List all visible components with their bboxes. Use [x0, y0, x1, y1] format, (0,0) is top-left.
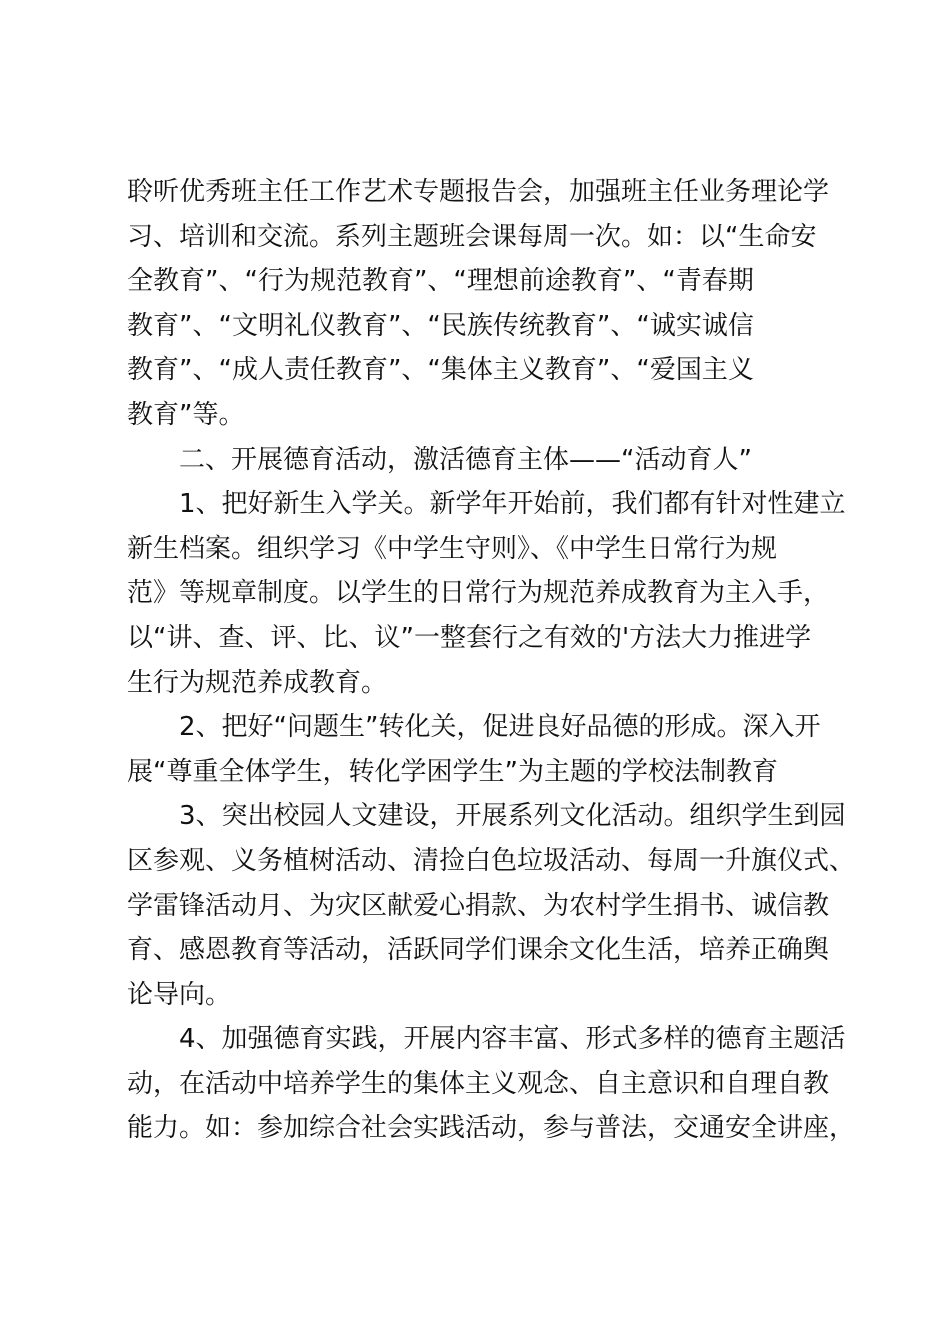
body-text: [127, 170, 856, 1151]
paragraph-first-line: 3、突出校园人文建设，开展系列文化活动。组织学生到园: [179, 801, 846, 832]
text-line: 动，在活动中培养学生的集体主义观念、自主意识和自理自教: [127, 1068, 830, 1099]
text-line: 学雷锋活动月、为灾区献爱心捐款、为农村学生捐书、诚信教: [127, 890, 830, 921]
text-line: 教育”、“成人责任教育”、“集体主义教育”、“爱国主义: [127, 355, 754, 386]
text-line: 习、培训和交流。系列主题班会课每周一次。如：以“生命安: [127, 221, 817, 252]
text-line: 生行为规范养成教育。: [127, 667, 388, 698]
paragraph-first-line: 4、加强德育实践，开展内容丰富、形式多样的德育主题活: [179, 1024, 846, 1055]
text-line: 教育”、“文明礼仪教育”、“民族传统教育”、“诚实诚信: [127, 310, 754, 341]
text-line: 范》等规章制度。以学生的日常行为规范养成教育为主入手，: [127, 578, 830, 609]
text-line: 展“尊重全体学生，转化学困学生”为主题的学校法制教育: [127, 756, 778, 787]
text-line: 以“讲、查、评、比、议”一整套行之有效的'方法大力推进学: [127, 622, 812, 653]
text-line: 聆听优秀班主任工作艺术专题报告会，加强班主任业务理论学: [127, 177, 830, 207]
paragraph-first-line: 1、把好新生入学关。新学年开始前，我们都有针对性建立: [179, 489, 846, 520]
text-line: 教育”等。: [127, 399, 245, 430]
text-line: 能力。如：参加综合社会实践活动，参与普法，交通安全讲座，: [127, 1113, 856, 1144]
text-line: 全教育”、“行为规范教育”、“理想前途教育”、“青春期: [127, 266, 754, 297]
text-line: 育、感恩教育等活动，活跃同学们课余文化生活，培养正确舆: [127, 935, 830, 966]
text-line: 论导向。: [127, 979, 232, 1010]
text-line: 新生档案。组织学习《中学生守则》、《中学生日常行为规: [127, 533, 778, 564]
paragraph-first-line: 2、把好“问题生”转化关，促进良好品德的形成。深入开: [179, 712, 821, 743]
text-line: 区参观、义务植树活动、清捡白色垃圾活动、每周一升旗仪式、: [127, 845, 856, 876]
section-heading: 二、开展德育活动，激活德育主体——“活动育人”: [179, 444, 752, 475]
